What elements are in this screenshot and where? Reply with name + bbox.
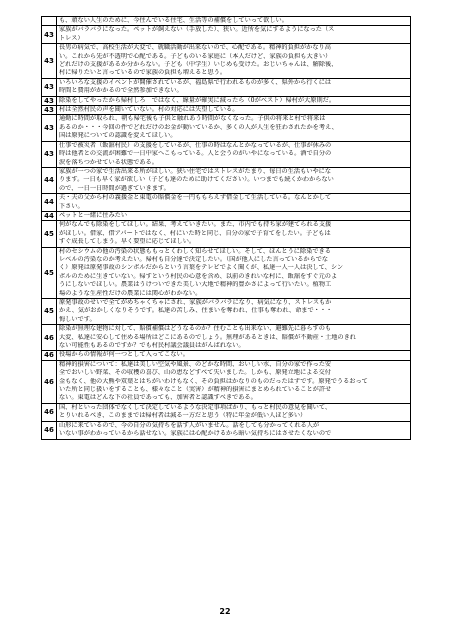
comment-cell — [57, 421, 411, 439]
table-row — [42, 106, 411, 115]
comment-cell — [57, 106, 411, 115]
table-row — [42, 247, 411, 298]
table-row — [42, 141, 411, 167]
comment-line: 全でおいしい野菜、その収穫の喜び、山の恵などすべて失いました。しかも、原発立地による交付 — [59, 369, 331, 377]
comment-line: 山形に来ているので、今の自分の気持ちを話す人がいません。話をしても分かってくれる人が — [59, 421, 320, 429]
comment-cell — [57, 44, 411, 79]
comment-line: 仕事で被災者（飯舘村民）の支援をしているが、仕事の時はなんとかなっているが、仕事が休みの — [59, 141, 332, 149]
row-number: 44 — [42, 211, 57, 220]
comment-line: い。これから先が不透明で心配である。子どものいる家庭に（本人だけど、家族の負担も大きい） — [59, 52, 332, 60]
comment-line: 悔しいです。 — [59, 315, 96, 323]
comment-line: 通勤に時間が取られ、朝も帰宅後も子供と触れあう時間がなくなった。子供の将来と村で将来は — [59, 115, 326, 123]
row-number: 44 — [42, 167, 57, 193]
row-number: 46 — [42, 421, 57, 439]
row-number: 45 — [42, 221, 57, 247]
comment-line: 時は他者との交流が困難で一日中家へこもっている。人と会うのがいやになっている。酒で自分の — [59, 150, 332, 158]
comment-line: 除染が無理な建物に対して、賠償補償はどうなるのか？住むことも出来ない、避難先に暮らすのも — [59, 325, 332, 333]
comment-line: トレス） — [59, 34, 84, 42]
comment-cell — [57, 403, 411, 421]
comment-line: 時間と費用がかかるので全然参加できない。 — [59, 87, 183, 95]
comment-cell — [57, 17, 411, 26]
table-row — [42, 26, 411, 44]
row-number: 43 — [42, 44, 57, 79]
comment-cell — [57, 96, 411, 105]
row-number: 43 — [42, 141, 57, 167]
table-row — [42, 299, 411, 325]
table-row — [42, 115, 411, 141]
comment-line: レベルの汚染なのか考えたい。帰村も自分達で決定したい。（国が他人にした言っているからでな — [59, 255, 329, 263]
comment-line: 村に帰りたいと言っているので家族の負担も増えると思う。 — [59, 69, 227, 77]
comment-line: 国は原発についての認識を変えてほしい。 — [59, 132, 177, 140]
comment-line: とりいれるべき、このままでは帰村者は減る一方だと思う（特に年金が低い人ほど多い） — [59, 412, 307, 420]
comment-cell — [57, 360, 411, 403]
comment-cell — [57, 26, 411, 44]
comment-cell — [57, 141, 411, 167]
row-number: 43 — [42, 106, 57, 115]
comment-line: ない。東電はどんな下の社員であっても、加害者と認識すべきである。 — [59, 394, 257, 402]
comment-line: 原発事故のせいで全てがめちゃくちゃにされ、家族がバラバラになり、病気になり、ストレスもか — [59, 299, 332, 306]
comment-cell — [57, 211, 411, 220]
row-number: 43 — [42, 26, 57, 44]
table-row — [42, 44, 411, 79]
comment-line: 家族が一つの家で生活出来る所がほしい。狭い住宅ではストレスがたまり、毎日の生活もいやにな — [59, 167, 332, 175]
comment-line: どれだけの支援があるか分からない。子ども（中学生）いじめも受けた。おじいちゃんは、解除後、 — [59, 61, 338, 69]
comment-line: いた所と同じ扱いをすることも、様々なこと（実害）が精神的損害にまとめられていることが許せ — [59, 386, 332, 394]
table-row — [42, 403, 411, 421]
comment-line: 大変、私達に安心して住める場所はどこにあるのでしょう。無理があるときは、賠償が不動産・土地のきれ — [59, 333, 356, 341]
comment-line: 何がなんでも除染をしてほしい。結果、考えていきたい。また、市内でも持ち家が建てられる支援 — [59, 221, 332, 229]
comment-line: 家族がバラバラになった。ペットが飼えない（手放した）、狭い。近所を気にするようになった（ス — [59, 26, 335, 34]
comment-line: 夫・夫の父から村の義援金と東電の賠償金を一円ももらえず借金して生活している。なんとかして — [59, 194, 332, 202]
table-row — [42, 351, 411, 360]
comments-table — [41, 16, 411, 440]
row-number: 45 — [42, 299, 57, 325]
row-number: 43 — [42, 78, 57, 96]
comment-cell — [57, 351, 411, 360]
row-number: 46 — [42, 403, 57, 421]
comment-line: も、頑ない人生のために、今住んでいる住宅、生活等の補償をしていって欲しい。 — [59, 17, 288, 24]
comment-line: 長男の病気で、高校生活が大変で、就職活動が出来ないので、心配である。精神的負担がかなり高 — [59, 44, 331, 52]
comment-line: ります。一日も早く家が欲しい（子ども達のために助けてください）。いつまでも続くかわからない — [59, 176, 334, 184]
comment-cell — [57, 299, 411, 325]
comment-line: 精神的損害について：私達は美しい空気や風景、のどかな時間、おいしい水、自分の家で作った安 — [59, 360, 332, 368]
row-number: 43 — [42, 96, 57, 105]
table-row — [42, 421, 411, 439]
table-row — [42, 194, 411, 212]
comment-cell — [57, 221, 411, 247]
table-row — [42, 360, 411, 403]
table-row — [42, 17, 411, 26]
comment-line: ない可能性もあるのですか？でも村民村議会議員はがんばれない。 — [59, 342, 245, 350]
comment-cell — [57, 247, 411, 298]
comment-line: 下さい。 — [59, 202, 84, 210]
row-number: 46 — [42, 325, 57, 351]
table-row — [42, 221, 411, 247]
page-number: 22 — [219, 607, 231, 616]
comment-line: 村は全然村民の声を聞いていない。村の対応には失望している。 — [59, 106, 239, 114]
comment-line: すぐ成長してしまう。早く要望に応じてほしい。 — [59, 238, 196, 246]
comments-table-body — [42, 17, 411, 440]
comment-line: かえ、気がおかしくなりそうです。私達の苦しみ、住まいを奪われ、仕事も奪われ、命まで・・・ — [59, 307, 333, 315]
comment-line: 役場からの情報が何一つとして入ってこない。 — [59, 351, 189, 359]
comment-line: いろいろな支援のイベントが開催されているが、福島県で行われるものが多く、県外から行くには — [59, 78, 332, 86]
comment-line: 涙を落ちつかせている状態である。 — [59, 158, 158, 166]
comment-cell — [57, 325, 411, 351]
comment-line: 除染をしてやったから帰村しろ ではなく、線量が確実に減ったら（0がベスト）帰村が大原則だ。 — [59, 96, 336, 104]
comment-cell — [57, 78, 411, 96]
comment-cell — [57, 194, 411, 212]
table-row — [42, 167, 411, 193]
comment-line: 国、村といった団体でなくして決定しているような決定事項ばかり、もっと村民の意見を聞いて、 — [59, 403, 332, 411]
row-number — [42, 17, 57, 26]
table-row — [42, 78, 411, 96]
comment-cell — [57, 115, 411, 141]
comment-line: 金もなく、他の大熊や双葉とはちがいわけもなく、その負担はかなりのものだったはずです。原発でうるおって — [59, 377, 368, 385]
comment-line: 場のような生産性だけの農業には関心がわかない。 — [59, 289, 202, 297]
comment-line: く）原発は原発事故のシンボルだからという言葉をテレビでよく聞くが、私達一人一人は決して、シン — [59, 264, 344, 272]
comment-cell — [57, 167, 411, 193]
row-number: 46 — [42, 360, 57, 403]
table-row — [42, 96, 411, 105]
comment-line: いない事がわかっているから話せない。家族には心配かけるから暗い気持ちにはさせたくないので — [59, 430, 332, 438]
table-row — [42, 211, 411, 220]
comment-line: ペットと一緒に住みたい — [59, 211, 128, 219]
comment-line: がほしい。借家、借アパートではなく、村にいた時と同じ、自分の家で子育てをしたい。子どもは — [59, 229, 331, 237]
row-number: 46 — [42, 351, 57, 360]
comment-line: うにしないでほしい。農業はうけついできた美しい大地で精神的豊かさによって行いたい。植物工 — [59, 281, 332, 289]
comment-line: 村のセシウムの他の汚染の状態ももっとくわしく知らせてほしい。そして、ほんとうに除染できる — [59, 247, 331, 255]
table-row — [42, 325, 411, 351]
comment-line: あるのか・・・今回の件でどれだけのお金が動いているか、多くの人が人生を狂わされたかを考え、 — [59, 123, 338, 131]
comment-line: ボルのために生きていない。帰すという村民の心意を含め、以前のきれいな村に、飯舘をすぐ元のよ — [59, 272, 338, 280]
comment-line: ので、一日一日時間が過ぎていきます。 — [59, 184, 170, 192]
row-number: 44 — [42, 194, 57, 212]
row-number: 43 — [42, 115, 57, 141]
document-page — [41, 16, 411, 440]
row-number: 45 — [42, 247, 57, 298]
